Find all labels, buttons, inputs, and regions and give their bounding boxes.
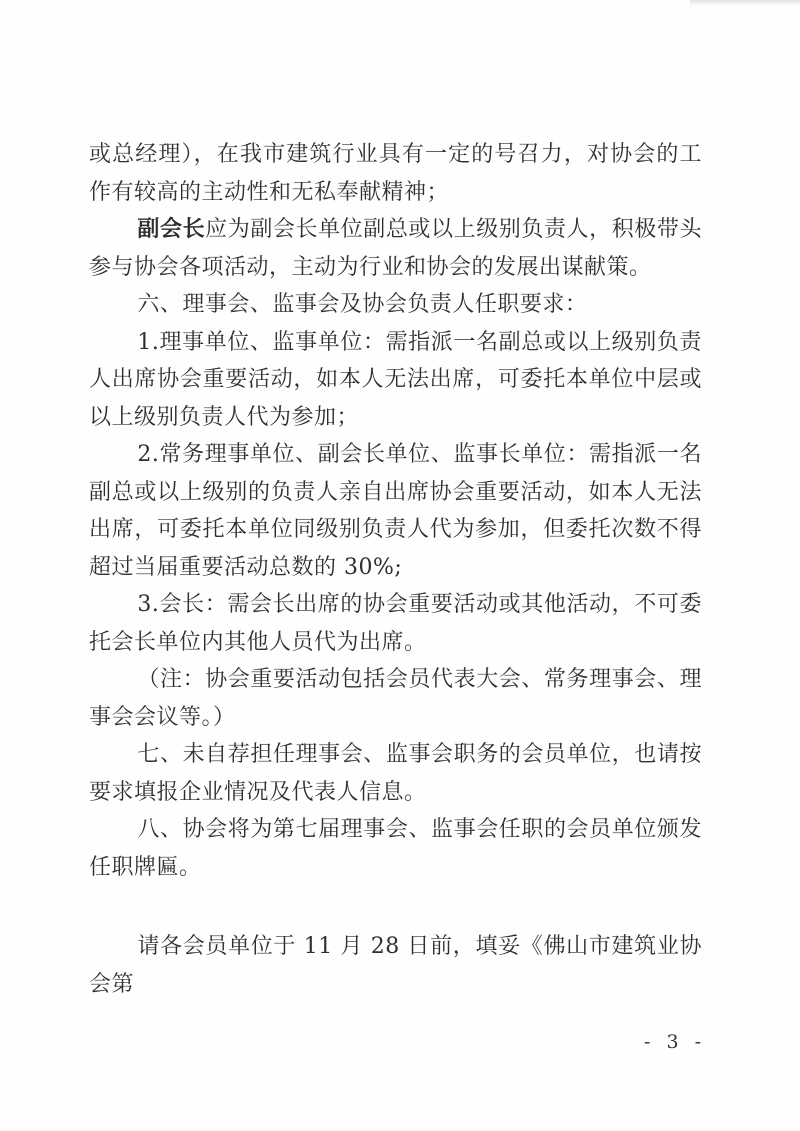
bold-term-vice-president: 副会长 — [137, 216, 206, 242]
paragraph-rule-3: 3.会长：需会长出席的协会重要活动或其他活动，不可委托会长单位内其他人员代为出席。 — [89, 592, 702, 655]
paragraph-rule-2: 2.常务理事单位、副会长单位、监事长单位：需指派一名副总或以上级别的负责人亲自出席协会重要活动，如本人无法出席，可委托本单位同级别负责人代为参加，但委托次数不得超过当届重要活动总数的 30%; — [89, 442, 702, 580]
paragraph-item-eight: 八、协会将为第七届理事会、监事会任职的会员单位颁发任职牌匾。 — [89, 817, 702, 880]
paragraph-text: 应为副会长单位副总或以上级别负责人，积极带头参与协会各项活动，主动为行业和协会的发展出谋献策。 — [89, 217, 702, 280]
scan-artifact — [690, 0, 800, 6]
page-number: - 3 - — [643, 1031, 706, 1053]
paragraph-continuation: 或总经理），在我市建筑行业具有一定的号召力，对协会的工作有较高的主动性和无私奉献精神； — [89, 142, 702, 205]
paragraph-closing-request: 请各会员单位于 11 月 28 日前，填妥《佛山市建筑业协会第 — [89, 934, 702, 997]
paragraph-note: （注：协会重要活动包括会员代表大会、常务理事会、理事会会议等。） — [89, 667, 702, 730]
paragraph-item-seven: 七、未自荐担任理事会、监事会职务的会员单位，也请按要求填报企业情况及代表人信息。 — [89, 742, 702, 805]
paragraph-rule-1: 1.理事单位、监事单位：需指派一名副总或以上级别负责人出席协会重要活动，如本人无法出席，可委托本单位中层或以上级别负责人代为参加； — [89, 329, 702, 430]
paragraph-item-six-heading: 六、理事会、监事会及协会负责人任职要求： — [137, 292, 588, 317]
paragraph-vice-president — [89, 211, 702, 286]
document-body — [89, 136, 702, 1003]
